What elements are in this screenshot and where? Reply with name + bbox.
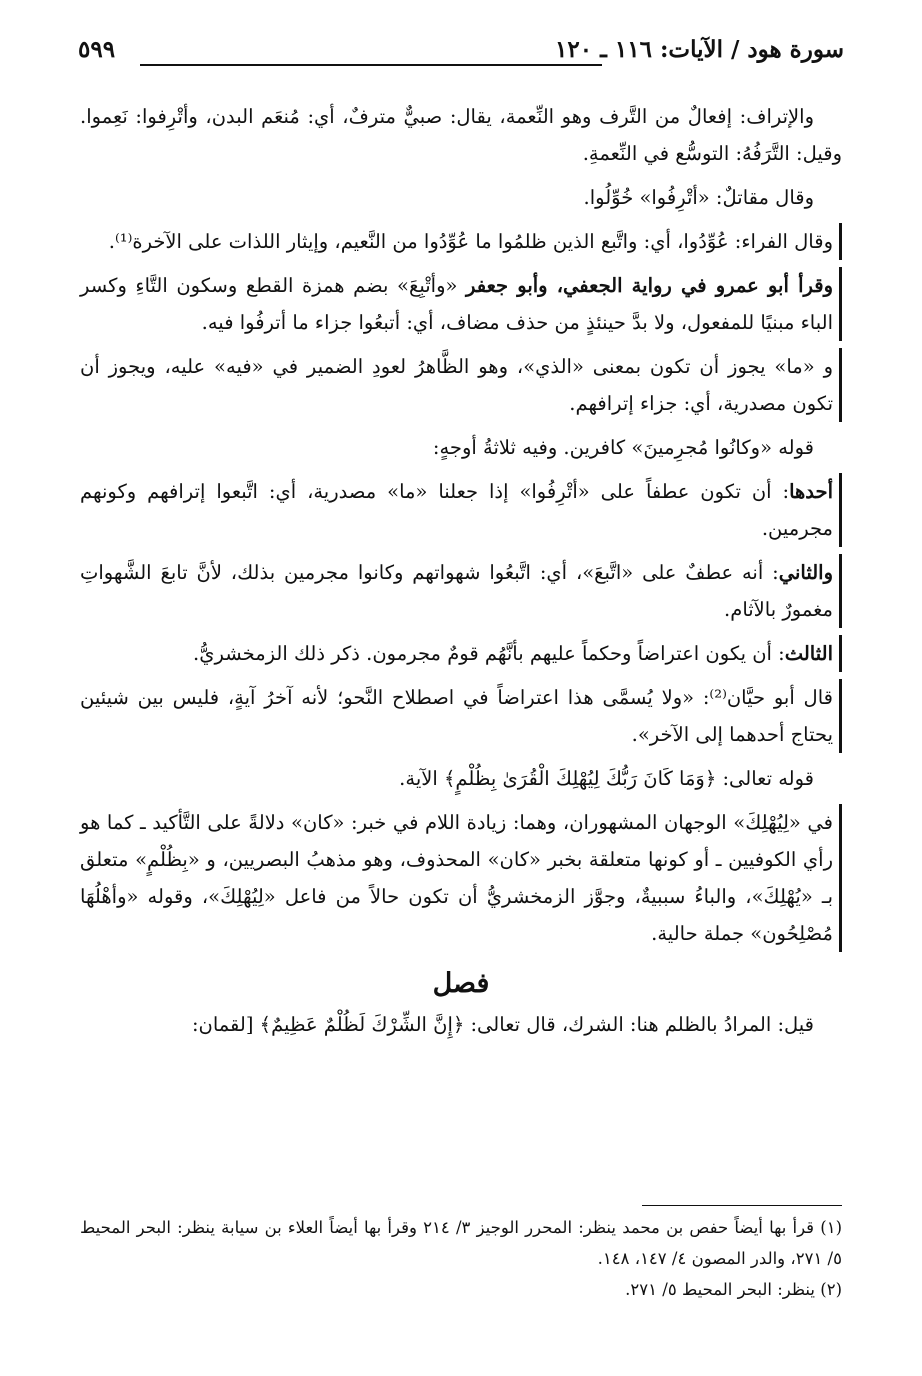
footnotes [80,1212,842,1305]
footnote-2: (٢) ينظر: البحر المحيط ٥/ ٢٧١. [625,1280,842,1299]
second-text: : أنه عطفٌ على «اتَّبعَ»، أي: اتَّبعُوا شهواتهم وكانوا مجرمين بذلك، لأنَّ تابعَ الشَّهواتِ مغمورٌ بالآثام. [80,561,833,621]
footnote-1: (١) قرأ بها أيضاً حفص بن محمد ينظر: المحرر الوجيز ٣/ ٢١٤ وقرأ بها أيضاً العلاء بن سيابة ينظر: البحر المحيط ٥/ ٢٧١، والدر المصون ٤/ ١٤٧، ١٤٨. [80,1218,842,1268]
paragraph-second-aspect [80,554,842,628]
page-number: ٥٩٩ [78,36,116,63]
third-label: الثالث [784,642,833,665]
third-text: : أن يكون اعتراضاً وحكماً عليهم بأنَّهُم قومٌ مجرمون. ذكر ذلك الزمخشريُّ. [193,642,785,665]
paragraph-abu-hayyan: قال أبو حيَّان⁽²⁾: «ولا يُسمَّى هذا اعتراضاً في اصطلاح النَّحو؛ لأنه آخرُ آيةٍ، فليس بين شيئين يحتاج أحدهما إلى الآخر». [80,679,842,753]
reader-names: وقرأ أبو عمرو في رواية الجعفي، وأبو جعفر [466,274,833,297]
paragraph-third-aspect [80,635,842,672]
second-label: والثاني [778,561,833,584]
paragraph-ma: و «ما» يجوز أن تكون بمعنى «الذي»، وهو الظَّاهرُ لعودِ الضمير في «فيه» عليه، ويجوز أن تكون مصدرية، أي: جزاء إترافهم. [80,348,842,422]
section-heading: فصل [432,968,490,999]
footnote-rule [642,1205,842,1206]
first-text: : أن تكون عطفاً على «أتْرِفُوا» إذا جعلنا «ما» مصدرية، أي: اتَّبعوا إترافهم وكونهم مجرمين. [80,480,833,540]
paragraph-shirk: قيل: المرادُ بالظلم هنا: الشرك، قال تعالى: ﴿إِنَّ الشِّرْكَ لَظُلْمٌ عَظِيمٌ﴾ [لقمان: [191,1013,814,1036]
first-label: أحدها [789,480,833,503]
qiraa-text: «وأتْبِعَ» بضم همزة القطع وسكون التَّاءِ وكسر الباء مبنيًا للمفعول، ولا بدَّ حينئذٍ من حذف مضاف، أي: أتبعُوا جزاء ما أترفُوا فيه. [80,274,833,334]
paragraph-farra: وقال الفراء: عُوِّدُوا، أي: واتَّبع الذين ظلمُوا ما عُوِّدُوا من النَّعيم، وإيثار اللذات على الآخرة⁽¹⁾. [80,223,842,260]
header-title: سورة هود / الآيات: ١١٦ ـ ١٢٠ [555,36,844,63]
running-header [78,36,844,76]
paragraph-qiraa [80,267,842,341]
header-rule [140,64,602,66]
paragraph-itraf: والإتراف: إفعالٌ من التَّرف وهو النِّعمة، يقال: صبيٌّ مترفٌ، أي: مُنعَم البدن، وأتْرِفوا: نَعِموا. وقيل: التَّرَفُهُ: التوسُّع في النِّعمةِ. [80,105,842,165]
paragraph-muqatil: وقال مقاتلٌ: «أتْرِفُوا» خُوِّلُوا. [583,186,814,209]
paragraph-kanu: قوله «وكانُوا مُجرِمينَ» كافرين. وفيه ثلاثةُ أوجهٍ: [432,436,814,459]
main-text [80,98,842,1050]
paragraph-verse: قوله تعالى: ﴿وَمَا كَانَ رَبُّكَ لِيُهْلِكَ الْقُرَىٰ بِظُلْمٍ﴾ الآية. [399,767,814,790]
paragraph-first-aspect [80,473,842,547]
paragraph-liyuhlika: في «لِيُهْلِكَ» الوجهان المشهوران، وهما: زيادة اللام في خبر: «كان» دلالةً على التَّأكيد ـ كما هو رأي الكوفيين ـ أو كونها متعلقة بخبر «كان» المحذوف، وهو مذهبُ البصريين، و «بِظُلْمٍ» متعلق بـ «يُهْلِكَ»، والباءُ سببيةٌ، وجوَّز الزمخشريُّ أن تكون حالاً من فاعل «لِيُهْلِكَ»، وقوله «وأهْلُهَا مُصْلِحُون» جملة حالية. [80,804,842,952]
